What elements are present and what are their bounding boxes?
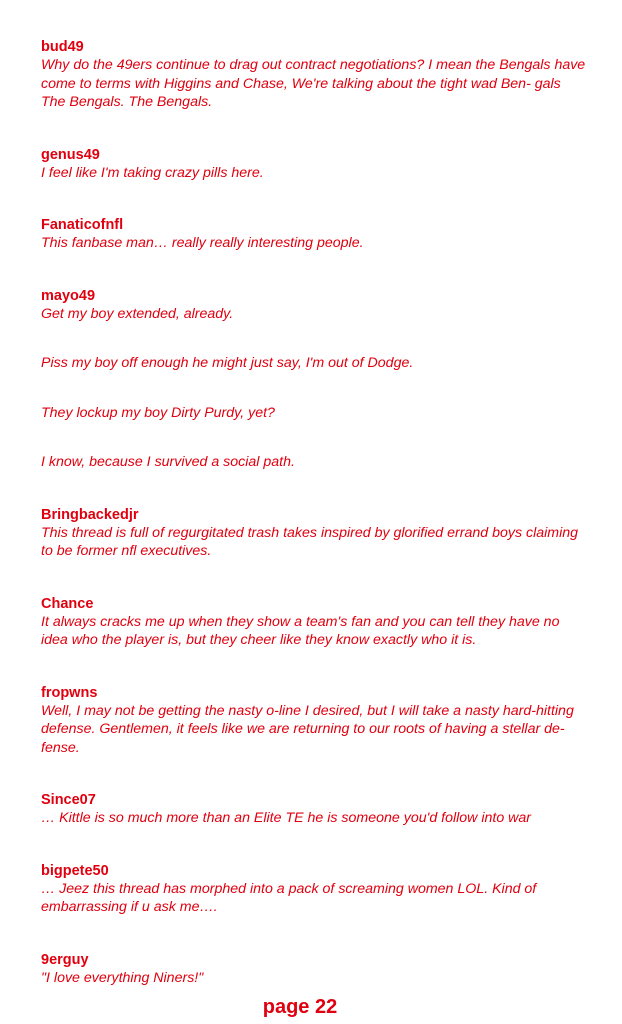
post-author: bud49	[41, 39, 84, 55]
post-9erguy	[41, 951, 586, 988]
post-message: I feel like I'm taking crazy pills here.	[41, 164, 264, 181]
post-message: … Jeez this thread has morphed into a pack of screaming women LOL. Kind of embarrassing if u ask me….	[41, 880, 537, 915]
post-message: Piss my boy off enough he might just say, I'm out of Dodge.	[41, 355, 414, 371]
post-author: Fanaticofnfl	[41, 217, 124, 233]
post-message: This fanbase man… really really interesting people.	[41, 235, 364, 251]
post-message: They lockup my boy Dirty Purdy, yet?	[41, 404, 275, 421]
post-message: It always cracks me up when they show a team's fan and you can tell they have no idea who the player is, but they cheer like they know exactly who it is.	[41, 613, 560, 648]
forum-thread	[41, 38, 586, 987]
post-fropwns	[41, 684, 586, 758]
post-message: Well, I may not be getting the nasty o-line I desired, but I will take a nasty hard-hitting defense. Gentlemen, it feels like we are returning to our roots of having a stellar de- fense.	[41, 702, 574, 756]
post-author: genus49	[41, 146, 100, 163]
post-author: bigpete50	[41, 862, 109, 879]
post-author: 9erguy	[41, 951, 89, 968]
post-author: Chance	[41, 595, 94, 612]
post-mayo49	[41, 287, 586, 472]
post-author: mayo49	[41, 287, 96, 304]
post-chance	[41, 595, 586, 650]
post-message: Get my boy extended, already.	[41, 305, 234, 322]
page-number: page 22	[262, 996, 338, 1018]
post-message: I know, because I survived a social path.	[41, 454, 295, 470]
post-message: This thread is full of regurgitated trash takes inspired by glorified errand boys claiming to be former nfl executives.	[41, 524, 579, 559]
post-since07	[41, 791, 586, 828]
post-genus49	[41, 146, 586, 183]
post-fanaticofnfl	[41, 216, 586, 253]
post-message: "I love everything Niners!"	[41, 969, 204, 986]
post-message: … Kittle is so much more than an Elite TE he is someone you'd follow into war	[41, 810, 532, 826]
post-author: Bringbackedjr	[41, 506, 139, 523]
post-author: Since07	[41, 792, 96, 808]
post-bud49	[41, 38, 586, 112]
post-bringbackedjr	[41, 506, 586, 561]
post-author: fropwns	[41, 684, 98, 701]
post-bigpete50	[41, 862, 586, 917]
post-message: Why do the 49ers continue to drag out contract negotiations? I mean the Bengals have come to terms with Higgins and Chase, We're talking about the tight wad Ben- gals The Bengals. The Bengals.	[41, 57, 586, 110]
